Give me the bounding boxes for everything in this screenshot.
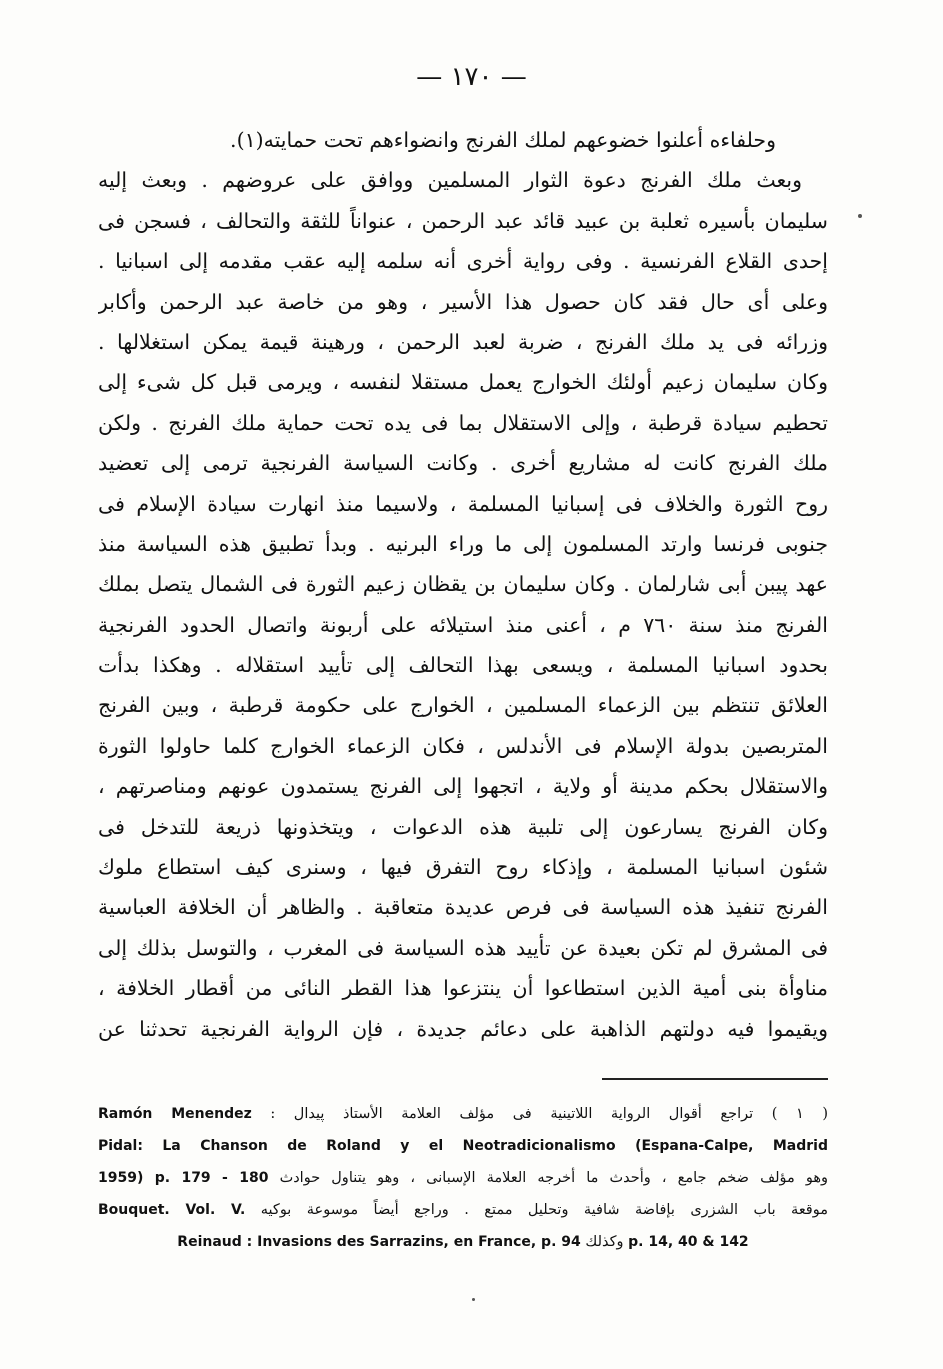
text-line: شئون اسبانيا المسلمة ، وإذكاء روح التفرق فيها ، وسنرى كيف استطاع ملوك	[98, 855, 828, 880]
text-line: مناوأة بنى أمية الذين استطاعوا أن ينتزعوا هذا القطر النائى من أقطار الخلافة ،	[98, 976, 828, 1001]
text-line: عهد پيبن أبى شارلمان . وكان سليمان بن يقظان زعيم الثورة فى الشمال يتصل بملك	[98, 572, 828, 597]
footnote-latin-text: Reinaud : Invasions des Sarrazins, en France, p. 94	[177, 1234, 581, 1250]
footnote-text: وهو مؤلف ضخم جامع ، وأحدث ما أخرجه العلامة الإسبانى ، وهو يتناول حوادث	[279, 1170, 828, 1186]
body-text	[98, 120, 828, 1049]
text-line: بحدود اسبانيا المسلمة ، ويسعى بهذا التحالف إلى تأييد استقلاله . وهكذا بدأت	[98, 653, 828, 678]
text-line: وكان الفرنج يسارعون إلى تلبية هذه الدعوات ، ويتخذونها ذريعة للتدخل فى	[98, 814, 828, 839]
text-line: وحلفاءه أعلنوا خضوعهم لملك الفرنج وانضواءهم تحت حمايته(١).	[230, 128, 776, 152]
footnote-latin-text: 1959) p. 179 - 180	[98, 1170, 269, 1186]
text-line: روح الثورة والخلاف فى إسبانيا المسلمة ، ولاسيما منذ انهارت سيادة الإسلام فى	[98, 491, 828, 516]
text-line: وبعث ملك الفرنج دعوة الثوار المسلمين ووافق على عروضهم . وبعث إليه	[98, 168, 802, 193]
text-line: ملك الفرنج كانت له مشاريع أخرى . وكانت السياسة الفرنجية ترمى إلى تعضيد	[98, 451, 828, 476]
text-line: جنوبى فرنسا وارتد المسلمون إلى ما وراء البرنيه . وبدأ تطبيق هذه السياسة منذ	[98, 531, 828, 556]
text-line: العلائق تنتظم بين الزعماء المسلمين ، الخوارج على حكومة قرطبة ، وبين الفرنج	[98, 693, 828, 718]
footnote-text: وكذلك	[585, 1234, 624, 1250]
footnote-line	[98, 1226, 828, 1258]
footnote	[98, 1098, 828, 1258]
footnote-separator	[602, 1078, 828, 1080]
footnote-latin-text: p. 14, 40 & 142	[628, 1234, 749, 1250]
scan-speck	[472, 1298, 475, 1301]
text-line: الفرنج منذ سنة ٧٦٠ م ، أعنى منذ استيلائه على أربونة واتصال الحدود الفرنجية	[98, 612, 828, 637]
footnote-latin-text: Pidal: La Chanson de Roland y el Neotradicionalismo (Espana-Calpe, Madrid	[98, 1138, 828, 1154]
footnote-line	[98, 1194, 828, 1226]
text-line: وكان سليمان زعيم أولئك الخوارج يعمل مستقلا لنفسه ، ويرمى قبل كل شىء إلى	[98, 370, 828, 395]
text-line: والاستقلال بحكم مدينة أو ولاية ، اتجهوا إلى الفرنج يستمدون عونهم ومناصرتهم ،	[98, 774, 828, 799]
footnote-latin-text: Ramón Menendez	[98, 1106, 252, 1122]
footnote-line	[98, 1098, 828, 1130]
text-line: وزرائه فى يد ملك الفرنج ، ضربة لعبد الرحمن ، ورهينة قيمة يمكن استغلالها .	[98, 329, 828, 354]
text-line: الفرنج تنفيذ هذه السياسة فى فرص عديدة متعاقبة . والظاهر أن الخلافة العباسية	[98, 895, 828, 920]
footnote-line	[98, 1162, 828, 1194]
text-line: فى المشرق لم تكن بعيدة عن تأييد هذه السياسة فى المغرب ، والتوسل بذلك إلى	[98, 935, 828, 960]
footnote-latin-text: Bouquet. Vol. V.	[98, 1202, 246, 1218]
text-line: تحطيم سيادة قرطبة ، وإلى الاستقلال بما فى يده تحت حماية ملك الفرنج . ولكن	[98, 410, 828, 435]
page-number: — ١٧٠ —	[416, 62, 527, 92]
text-line: إحدى القلاع الفرنسية . وفى رواية أخرى أنه سلمه إليه عقب مقدمه إلى اسبانيا .	[98, 249, 828, 274]
text-line: المتربصين بدولة الإسلام فى الأندلس ، فكان الزعماء الخوارج كلما حاولوا الثورة	[98, 733, 828, 758]
footnote-text: موقعة باب الشزرى بإفاضة شافية وتحليل ممتع . وراجع أيضاً موسوعة بوكيه	[260, 1202, 828, 1218]
text-line: سليمان بأسيره ثعلبة بن عبيد قائد عبد الرحمن ، عنواناً للثقة والتحالف ، فسجن فى	[98, 208, 828, 233]
text-line: وعلى أى حال فقد كان حصول هذا الأسير ، وهو من خاصة عبد الرحمن وأكابر	[98, 289, 828, 314]
footnote-text: ( ١ ) تراجع أقوال الرواية اللاتينية فى مؤلف العلامة الأستاذ پيدال :	[270, 1106, 828, 1122]
footnote-line	[98, 1130, 828, 1162]
text-line: ويقيموا فيه دولتهم الذاهبة على دعائم جديدة ، فإن الرواية الفرنجية تحدثنا عن	[98, 1016, 828, 1041]
scan-speck	[858, 214, 862, 218]
